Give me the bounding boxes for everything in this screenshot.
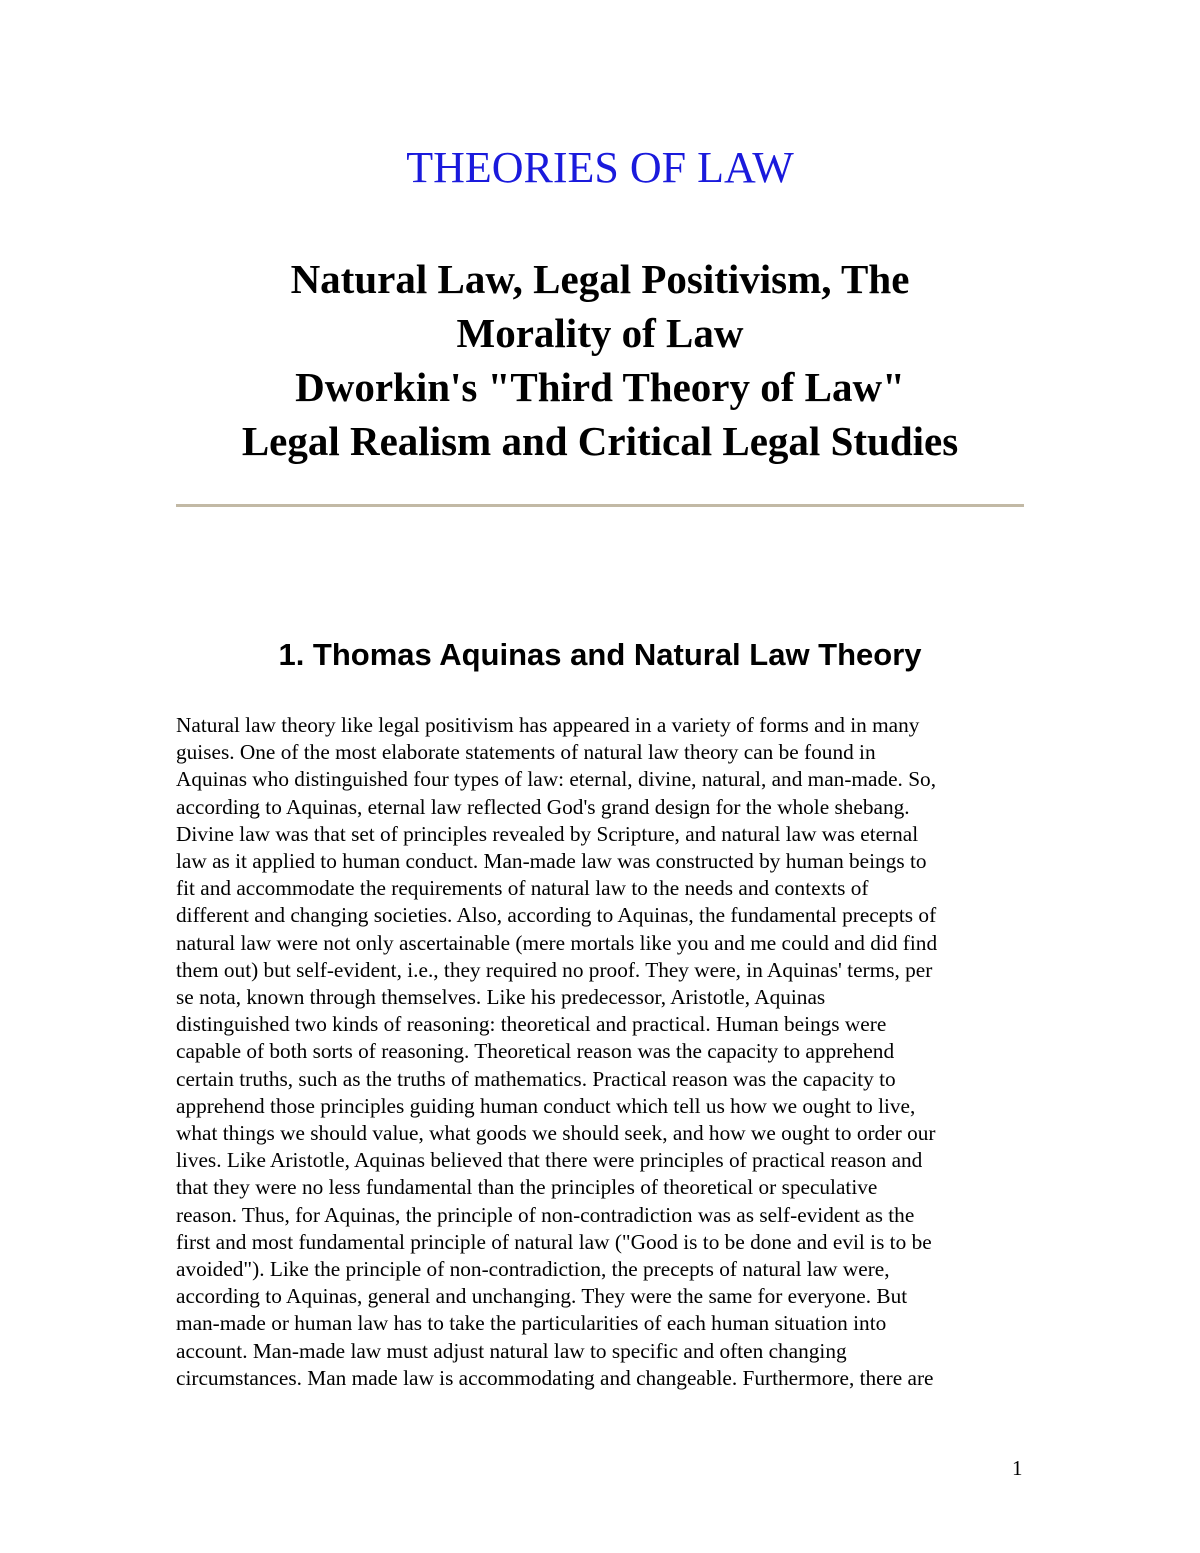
section-heading: 1. Thomas Aquinas and Natural Law Theory xyxy=(278,637,922,672)
body-line: what things we should value, what goods we should seek, and how we ought to order our xyxy=(176,1121,936,1146)
body-line: them out) but self-evident, i.e., they required no proof. They were, in Aquinas' terms, per xyxy=(176,957,933,982)
body-line: lives. Like Aristotle, Aquinas believed that there were principles of practical reason and xyxy=(176,1148,923,1173)
body-line: apprehend those principles guiding human conduct which tell us how we ought to live, xyxy=(176,1093,916,1118)
horizontal-divider xyxy=(176,504,1024,507)
body-line: reason. Thus, for Aquinas, the principle of non-contradiction was as self-evident as the xyxy=(176,1202,915,1227)
document-subtitle xyxy=(100,252,1100,468)
body-paragraph xyxy=(176,712,1036,1392)
subtitle-line: Legal Realism and Critical Legal Studies xyxy=(241,418,959,464)
subtitle-line: Morality of Law xyxy=(456,310,744,356)
body-line: distinguished two kinds of reasoning: theoretical and practical. Human beings were xyxy=(176,1012,887,1037)
body-line: that they were no less fundamental than the principles of theoretical or speculative xyxy=(176,1175,878,1200)
subtitle-line: Dworkin's "Third Theory of Law" xyxy=(295,364,905,410)
body-line: different and changing societies. Also, according to Aquinas, the fundamental precepts of xyxy=(176,903,937,928)
body-line: according to Aquinas, eternal law reflected God's grand design for the whole shebang. xyxy=(176,794,910,819)
body-line: natural law were not only ascertainable (mere mortals like you and me could and did find xyxy=(176,930,938,955)
body-line: guises. One of the most elaborate statements of natural law theory can be found in xyxy=(176,740,876,765)
body-line: according to Aquinas, general and unchanging. They were the same for everyone. But xyxy=(176,1284,908,1309)
body-line: law as it applied to human conduct. Man-made law was constructed by human beings to xyxy=(176,849,927,874)
body-line: Natural law theory like legal positivism has appeared in a variety of forms and in many xyxy=(176,713,920,737)
page-number: 1 xyxy=(1012,1456,1023,1480)
body-line: Aquinas who distinguished four types of law: eternal, divine, natural, and man-made. So, xyxy=(176,767,937,792)
body-line: man-made or human law has to take the particularities of each human situation into xyxy=(176,1311,887,1336)
body-line: first and most fundamental principle of natural law ("Good is to be done and evil is to be xyxy=(176,1229,932,1254)
body-line: capable of both sorts of reasoning. Theoretical reason was the capacity to apprehend xyxy=(176,1039,895,1064)
body-line: account. Man-made law must adjust natural law to specific and often changing xyxy=(176,1338,847,1363)
body-line: se nota, known through themselves. Like his predecessor, Aristotle, Aquinas xyxy=(176,985,826,1010)
body-line: circumstances. Man made law is accommodating and changeable. Furthermore, there are xyxy=(176,1365,934,1390)
document-title: THEORIES OF LAW xyxy=(406,143,794,192)
body-line: fit and accommodate the requirements of natural law to the needs and contexts of xyxy=(176,876,869,901)
body-line: certain truths, such as the truths of mathematics. Practical reason was the capacity to xyxy=(176,1066,896,1091)
body-line: avoided"). Like the principle of non-contradiction, the precepts of natural law were, xyxy=(176,1257,890,1282)
body-line: Divine law was that set of principles revealed by Scripture, and natural law was eternal xyxy=(176,821,919,846)
subtitle-line: Natural Law, Legal Positivism, The xyxy=(290,256,910,302)
